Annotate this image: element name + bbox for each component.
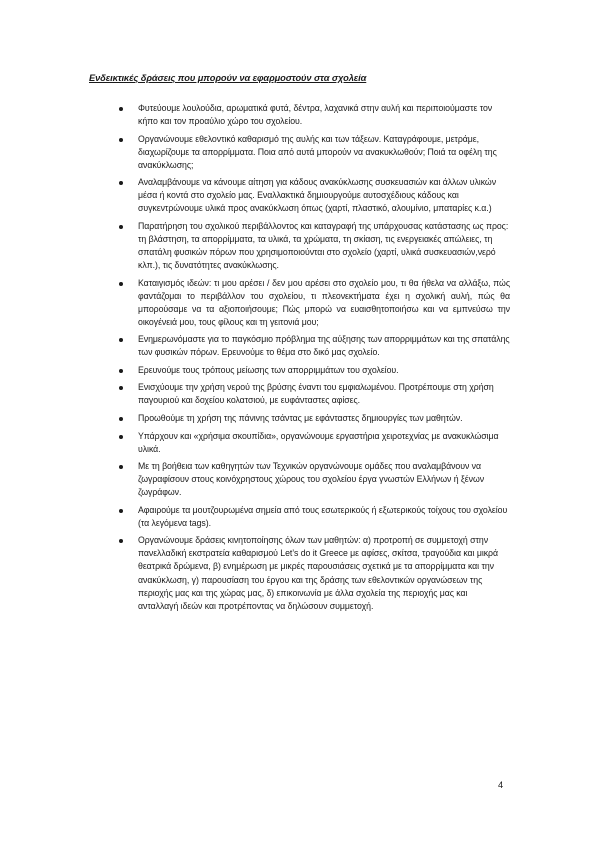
list-item-text: Οργανώνουμε δράσεις κινητοποίησης όλων των μαθητών: α) προτροπή σε συμμετοχή στην πανελλαδική εκστρατεία καθαρισμού Let’s do it Greece με αφίσες, σκίτσα, τραγούδια και μικρά θεατρικά δρώμενα, β) ενημέρωση με μικρές παρουσιάσεις σχετικά με τα απορρίμματα και την ανακύκλωση, γ) παρουσίαση του έργου και της δράσης των εθελοντικών οργανώσεων της περιοχής μας και της χώρας μας, δ) επικοινωνία με άλλα σχολεία της περιοχής μας και ανταλλαγή ιδεών και προτρέποντας να δηλώσουν συμμετοχή. <box>138 535 498 611</box>
list-item <box>0 277 595 329</box>
bullet-icon <box>119 225 123 229</box>
bullet-icon <box>119 465 123 469</box>
list-item-text: Με τη βοήθεια των καθηγητών των Τεχνικών οργανώνουμε ομάδες που αναλαμβάνουν να ζωγραφίσουν στους κοινόχρηστους χώρους του σχολείου έργα γνωστών Ελλήνων ή ξένων ζωγράφων. <box>138 461 485 498</box>
list-item <box>0 381 595 407</box>
list-item <box>0 176 595 215</box>
list-item-text: Αναλαμβάνουμε να κάνουμε αίτηση για κάδους ανακύκλωσης συσκευασιών και άλλων υλικών μέσα ή κοντά στο σχολείο μας. Εναλλακτικά δημιουργούμε αυτοσχέδιους κάδους και συγκεντρώνουμε υλικά προς ανακύκλωση όπως (χαρτί, πλαστικό, αλουμίνιο, μπαταρίες κ.α.) <box>138 177 497 214</box>
list-item-text: Αφαιρούμε τα μουτζουρωμένα σημεία από τους εσωτερικούς ή εξωτερικούς τοίχους του σχολείου (τα λεγόμενα tags). <box>138 504 508 528</box>
list-item-text: Παρατήρηση του σχολικού περιβάλλοντος και καταγραφή της υπάρχουσας κατάστασης ως προς: τη βλάστηση, τα απορρίμματα, τα υλικά, τα χρώματα, τη σκίαση, τις ενεργειακές απώλειες, τη σπατάλη φυσικών πόρων που χρησιμοποιούνται στο σχολείο (χαρτί, υλικά συσκευασιών,νερό κλπ.), τις δυνατότητες ανακύκλωσης. <box>138 220 509 271</box>
bullet-icon <box>119 386 123 390</box>
bullet-icon <box>119 369 123 373</box>
list-item-text: Καταιγισμός ιδεών: τι μου αρέσει / δεν μου αρέσει στο σχολείο μου, τι θα ήθελα να αλλάξω, πώς φαντάζομαι το περιβάλλον του σχολείου, τι πλεονεκτήματα έχει η σχολική αυλή, πώς θα μπορούσαμε να τα αξιοποιήσουμε; Πώς μπορώ να ευαισθητοποιήσω και να εμπνεύσω την οικογένειά μου, τους φίλους και τη γειτονιά μου; <box>138 277 510 327</box>
list-item-text: Υπάρχουν και «χρήσιμα σκουπίδια», οργανώνουμε εργαστήρια χειροτεχνίας με ανακυκλώσιμα υλικά. <box>138 430 499 454</box>
list-item-text: Ενημερωνόμαστε για το παγκόσμιο πρόβλημα της αύξησης των απορριμμάτων και της σπατάλης των φυσικών πόρων. Ερευνούμε το θέμα στο δικό μας σχολείο. <box>138 334 510 358</box>
list-item <box>0 460 595 499</box>
bullet-icon <box>119 107 123 111</box>
list-item <box>0 504 595 530</box>
list-item-text: Προωθούμε τη χρήση της πάνινης τσάντας με εφάνταστες δημιουργίες των μαθητών. <box>138 412 463 423</box>
page-number: 4 <box>498 780 504 790</box>
list-item <box>0 534 595 612</box>
list-item <box>0 220 595 272</box>
bullet-icon <box>119 417 123 421</box>
list-item-text: Φυτεύουμε λουλούδια, αρωματικά φυτά, δέντρα, λαχανικά στην αυλή και περιποιούμαστε τον κήπο και τον προαύλιο χώρο του σχολείου. <box>138 103 493 127</box>
list-item-text: Ενισχύουμε την χρήση νερού της βρύσης έναντι του εμφιαλωμένου. Προτρέπουμε στη χρήση παγουριού και δοχείου κολατσιού, με ευφάνταστες αφίσες. <box>138 382 494 406</box>
bullet-icon <box>119 509 123 513</box>
list-item <box>0 102 595 128</box>
list-item <box>0 364 595 377</box>
section-heading: Ενδεικτικές δράσεις που μπορούν να εφαρμοστούν στα σχολεία <box>89 73 367 83</box>
list-item <box>0 412 595 425</box>
bullet-icon <box>119 181 123 185</box>
bullet-icon <box>119 282 123 286</box>
list-item <box>0 333 595 359</box>
bullet-icon <box>119 338 123 342</box>
list-item-text: Ερευνούμε τους τρόπους μείωσης των απορριμμάτων του σχολείου. <box>138 364 399 375</box>
list-item <box>0 430 595 456</box>
bullet-icon <box>119 539 123 543</box>
actions-list <box>0 102 595 617</box>
list-item-text: Οργανώνουμε εθελοντικό καθαρισμό της αυλής και των τάξεων. Καταγράφουμε, μετράμε, διαχωρίζουμε τα απορρίμματα. Ποια από αυτά μπορούν να ανακυκλωθούν; Ποιά τα οφέλη της ανακύκλωσης; <box>138 133 497 170</box>
list-item <box>0 133 595 172</box>
bullet-icon <box>119 435 123 439</box>
bullet-icon <box>119 138 123 142</box>
